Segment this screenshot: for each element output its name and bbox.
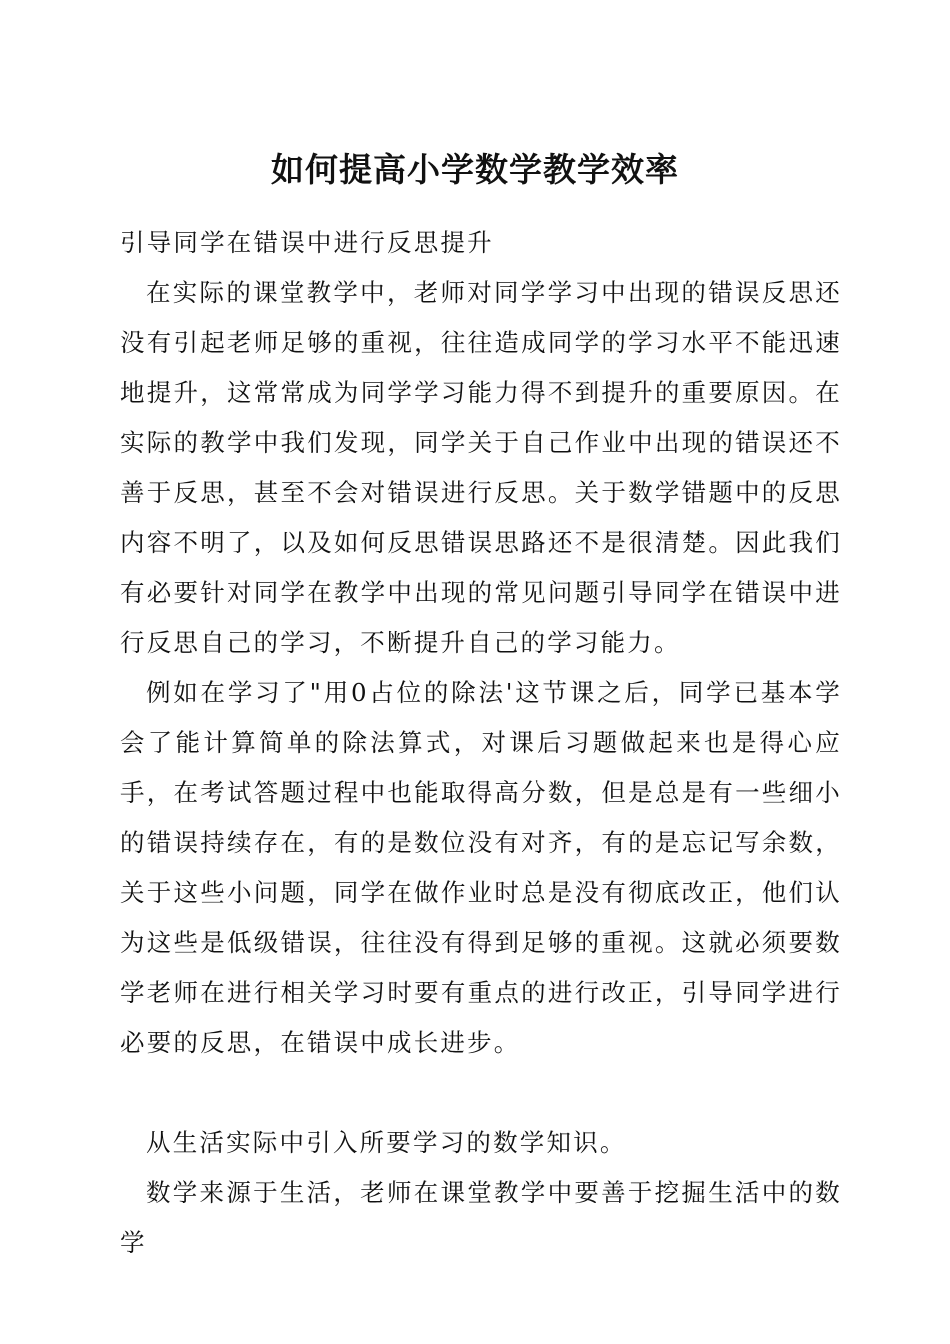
paragraph-1: 在实际的课堂教学中，老师对同学学习中出现的错误反思还没有引起老师足够的重视，往往造成同学的学习水平不能迅速地提升，这常常成为同学学习能力得不到提升的重要原因。在实际的教学中我们发现，同学关于自己作业中出现的错误还不善于反思，甚至不会对错误进行反思。关于数学错题中的反思内容不明了，以及如何反思错误思路还不是很清楚。因此我们有必要针对同学在教学中出现的常见问题引导同学在错误中进行反思自己的学习，不断提升自己的学习能力。 bbox=[120, 278, 842, 657]
section-heading: 引导同学在错误中进行反思提升 bbox=[120, 228, 494, 257]
document-title: 如何提高小学数学教学效率 bbox=[271, 150, 679, 189]
document-body bbox=[120, 218, 842, 1268]
paragraph-spacer bbox=[120, 1068, 842, 1118]
section-2-paragraph: 数学来源于生活，老师在课堂教学中要善于挖掘生活中的数学 bbox=[120, 1178, 842, 1257]
section-2-heading: 从生活实际中引入所要学习的数学知识。 bbox=[146, 1128, 627, 1157]
paragraph-2: 例如在学习了"用0占位的除法'这节课之后，同学已基本学会了能计算简单的除法算式，对课后习题做起来也是得心应手，在考试答题过程中也能取得高分数，但是总是有一些细小的错误持续存在，有的是数位没有对齐，有的是忘记写余数，关于这些小问题，同学在做作业时总是没有彻底改正，他们认为这些是低级错误，往往没有得到足够的重视。这就必须要数学老师在进行相关学习时要有重点的进行改正，引导同学进行必要的反思，在错误中成长进步。 bbox=[120, 678, 842, 1057]
